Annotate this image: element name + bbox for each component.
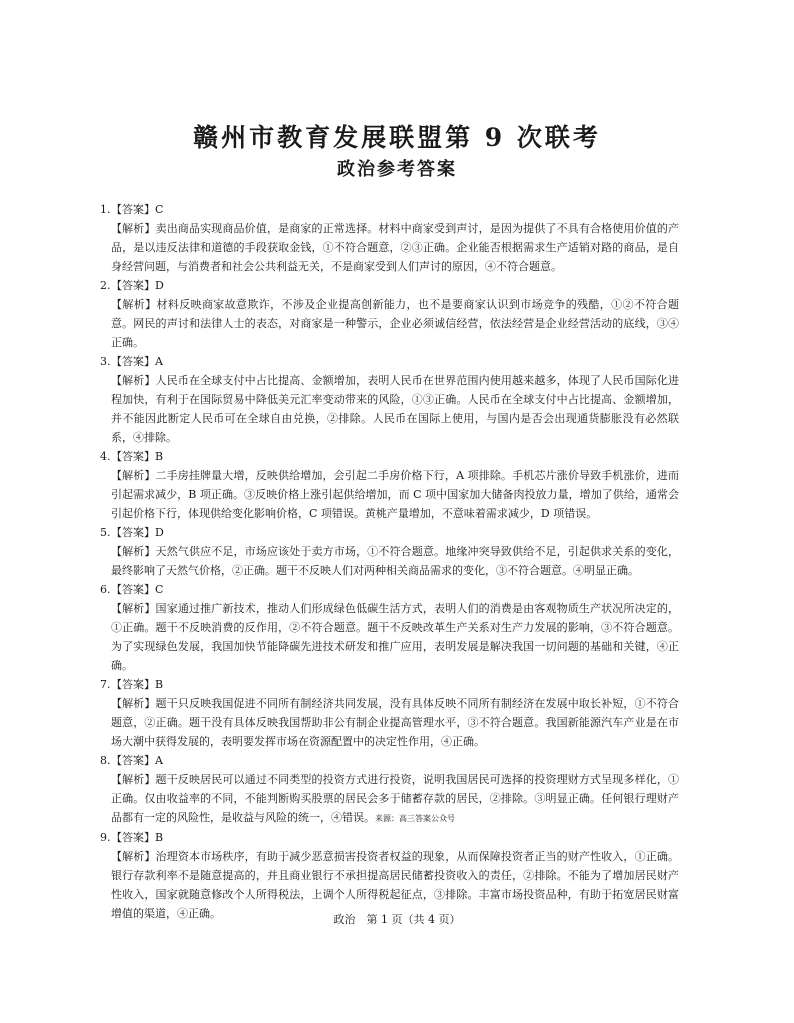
answer-line: 【答案】D bbox=[111, 279, 164, 292]
explanation-text: 【解析】人民币在全球支付中占比提高、金额增加，表明人民币在世界范围内使用越来越多，体现了人民币国际化进程加快，有利于在国际贸易中降低美元汇率变动带来的风险，①③正确。人民币在全球支付中占比提高、金额增加，并不能因此断定人民币可在全球自由兑换，②排除。人民币在国际上使用，与国内是否会出现通货膨胀没有必然联系，④排除。 bbox=[111, 374, 679, 444]
explanation-text: 【解析】国家通过推广新技术，推动人们形成绿色低碳生活方式，表明人们的消费是由客观物质生产状况所决定的，①正确。题干不反映消费的反作用，②不符合题意。题干不反映改革生产关系对生产力发展的影响，③不符合题意。为了实现绿色发展，我国加快节能降碳先进技术研发和推广应用，表明发展是解决我国一切问题的基础和关键，④正确。 bbox=[111, 602, 679, 672]
question-number: 9. bbox=[100, 831, 111, 844]
explanation-text: 【解析】卖出商品实现商品价值，是商家的正常选择。材料中商家受到声讨，是因为提供了不具有合格使用价值的产品，是以违反法律和道德的手段获取金钱，①不符合题意，②③正确。企业能否根据需求生产适销对路的商品，是自身经营问题，与消费者和社会公共利益无关，不是商家受到人们声讨的原因，④不符合题意。 bbox=[111, 222, 679, 273]
answer-line: 【答案】B bbox=[111, 678, 164, 691]
question-item bbox=[100, 751, 679, 828]
answer-line: 【答案】C bbox=[111, 203, 164, 216]
question-item bbox=[100, 447, 679, 523]
question-number: 5. bbox=[100, 526, 111, 539]
question-item bbox=[100, 200, 679, 276]
page-footer: 政治 第 1 页（共 4 页） bbox=[333, 913, 461, 926]
question-number: 2. bbox=[100, 279, 111, 292]
question-number: 3. bbox=[100, 355, 111, 368]
answer-line: 【答案】A bbox=[111, 355, 163, 368]
question-item bbox=[100, 276, 679, 352]
explanation-text: 【解析】题干只反映我国促进不同所有制经济共同发展，没有具体反映不同所有制经济在发展中取长补短，①不符合题意，②正确。题干没有具体反映我国帮助非公有制企业提高管理水平，③不符合题意。我国新能源汽车产业是在市场大潮中获得发展的，表明要发挥市场在资源配置中的决定性作用，④正确。 bbox=[111, 697, 679, 748]
answer-line: 【答案】C bbox=[111, 583, 164, 596]
explanation-text: 【解析】题干反映居民可以通过不同类型的投资方式进行投资，说明我国居民可选择的投资理财方式呈现多样化，①正确。仅由收益率的不同，不能判断购买股票的居民会多于储蓄存款的居民，②排除。③明显正确。任何银行理财产品都有一定的风险性，是收益与风险的统一，④错误。 bbox=[111, 773, 679, 824]
page-subtitle: 政治参考答案 bbox=[337, 159, 457, 180]
question-number: 1. bbox=[100, 203, 111, 216]
answer-line: 【答案】B bbox=[111, 831, 164, 844]
question-number: 4. bbox=[100, 450, 111, 463]
page-title: 赣州市教育发展联盟第 9 次联考 bbox=[193, 123, 601, 152]
question-number: 8. bbox=[100, 754, 111, 767]
source-note: 来源：高三答案公众号 bbox=[375, 814, 455, 823]
answer-line: 【答案】B bbox=[111, 450, 164, 463]
explanation-text: 【解析】二手房挂牌量大增，反映供给增加，会引起二手房价格下行，A 项排除。手机芯片涨价导致手机涨价，进而引起需求减少，B 项正确。③反映价格上涨引起供给增加，而 C 项中国家加大储备肉投放力量，增加了供给，通常会引起价格下行，体现供给变化影响价格，C 项错误。黄桃产量增加，不意味着需求减少，D 项错误。 bbox=[111, 469, 679, 520]
question-number: 6. bbox=[100, 583, 111, 596]
answer-line: 【答案】A bbox=[111, 754, 163, 767]
explanation-text: 【解析】材料反映商家故意欺诈，不涉及企业提高创新能力，也不是要商家认识到市场竞争的残酷，①②不符合题意。网民的声讨和法律人士的表态，对商家是一种警示，企业必须诚信经营，依法经营是企业经营活动的底线，③④正确。 bbox=[111, 298, 679, 349]
question-item bbox=[100, 352, 679, 447]
explanation-text: 【解析】治理资本市场秩序，有助于减少恶意损害投资者权益的现象，从而保障投资者正当的财产性收入，①正确。银行存款利率不是随意提高的，并且商业银行不承担提高居民储蓄投资收入的责任，②排除。不能为了增加居民财产性收入，国家就随意修改个人所得税法，上调个人所得税起征点，③排除。丰富市场投资品种，有助于拓宽居民财富增值的渠道，④正确。 bbox=[111, 850, 679, 920]
question-item bbox=[100, 580, 679, 675]
answer-line: 【答案】D bbox=[111, 526, 164, 539]
explanation-text: 【解析】天然气供应不足，市场应该处于卖方市场，①不符合题意。地缘冲突导致供给不足，引起供求关系的变化，最终影响了天然气价格，②正确。题干不反映人们对两种相关商品需求的变化，③不符合题意。④明显正确。 bbox=[111, 545, 679, 577]
question-item bbox=[100, 828, 679, 923]
question-item bbox=[100, 523, 679, 580]
answer-list bbox=[100, 200, 679, 923]
question-item bbox=[100, 675, 679, 751]
question-number: 7. bbox=[100, 678, 111, 691]
